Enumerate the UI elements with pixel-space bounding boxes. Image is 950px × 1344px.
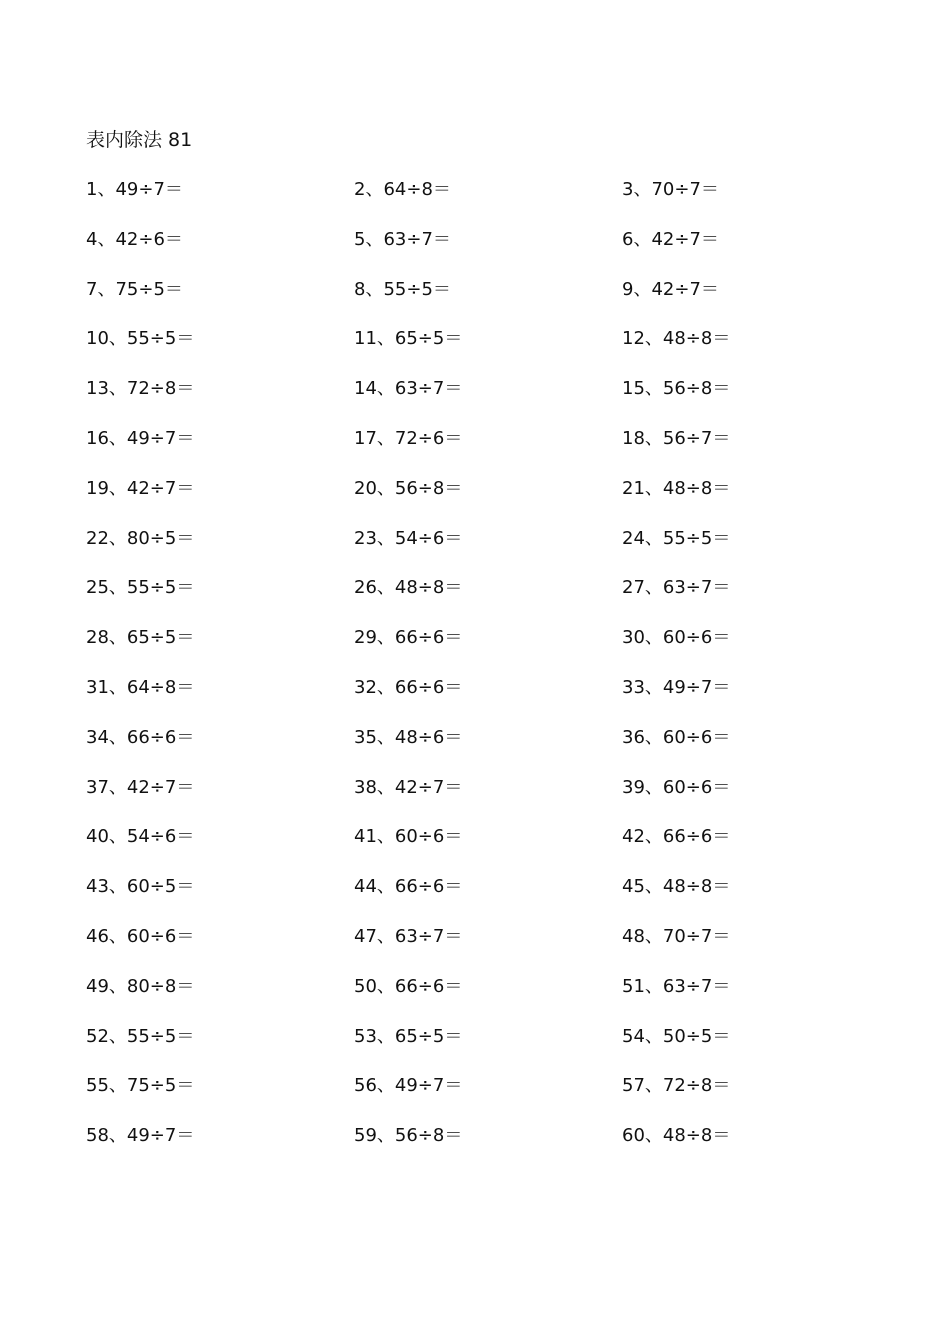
problem-item: 6、42÷7＝ <box>622 228 719 250</box>
problem-item: 7、75÷5＝ <box>86 278 183 300</box>
page-title: 表内除法 81 <box>86 129 193 151</box>
problem-item: 34、66÷6＝ <box>86 726 195 748</box>
problem-item: 19、42÷7＝ <box>86 477 195 499</box>
problem-item: 58、49÷7＝ <box>86 1125 195 1147</box>
problem-item: 33、49÷7＝ <box>622 676 731 698</box>
problem-item: 18、56÷7＝ <box>622 427 731 449</box>
problem-item: 14、63÷7＝ <box>354 378 463 400</box>
problem-item: 3、70÷7＝ <box>622 179 719 200</box>
problem-item: 9、42÷7＝ <box>622 278 719 300</box>
problem-item: 4、42÷6＝ <box>86 228 183 250</box>
problem-item: 59、56÷8＝ <box>354 1125 463 1147</box>
problem-item: 50、66÷6＝ <box>354 975 463 997</box>
problem-item: 27、63÷7＝ <box>622 577 731 599</box>
problem-item: 23、54÷6＝ <box>354 527 463 549</box>
problem-item: 15、56÷8＝ <box>622 378 731 400</box>
problem-item: 45、48÷8＝ <box>622 876 731 898</box>
problem-item: 53、65÷5＝ <box>354 1025 463 1047</box>
problem-item: 54、50÷5＝ <box>622 1025 731 1047</box>
problem-grid <box>86 176 890 1172</box>
problem-item: 51、63÷7＝ <box>622 975 731 997</box>
problem-item: 40、54÷6＝ <box>86 826 195 848</box>
problem-item: 16、49÷7＝ <box>86 427 195 449</box>
problem-item: 17、72÷6＝ <box>354 427 463 449</box>
problem-item: 29、66÷6＝ <box>354 627 463 649</box>
problem-item: 8、55÷5＝ <box>354 278 451 300</box>
problem-item: 30、60÷6＝ <box>622 627 731 649</box>
problem-item: 25、55÷5＝ <box>86 577 195 599</box>
problem-item: 13、72÷8＝ <box>86 378 195 400</box>
problem-item: 2、64÷8＝ <box>354 179 451 200</box>
problem-item: 41、60÷6＝ <box>354 826 463 848</box>
problem-item: 12、48÷8＝ <box>622 328 731 350</box>
problem-item: 56、49÷7＝ <box>354 1075 463 1097</box>
problem-item: 49、80÷8＝ <box>86 975 195 997</box>
problem-item: 48、70÷7＝ <box>622 925 731 947</box>
problem-item: 11、65÷5＝ <box>354 328 463 350</box>
problem-item: 52、55÷5＝ <box>86 1025 195 1047</box>
problem-item: 39、60÷6＝ <box>622 776 731 798</box>
problem-item: 26、48÷8＝ <box>354 577 463 599</box>
problem-item: 57、72÷8＝ <box>622 1075 731 1097</box>
problem-item: 24、55÷5＝ <box>622 527 731 549</box>
problem-item: 36、60÷6＝ <box>622 726 731 748</box>
problem-item: 42、66÷6＝ <box>622 826 731 848</box>
problem-item: 21、48÷8＝ <box>622 477 731 499</box>
problem-item: 60、48÷8＝ <box>622 1125 731 1147</box>
problem-item: 43、60÷5＝ <box>86 876 195 898</box>
problem-item: 28、65÷5＝ <box>86 627 195 649</box>
problem-item: 44、66÷6＝ <box>354 876 463 898</box>
problem-item: 37、42÷7＝ <box>86 776 195 798</box>
problem-item: 31、64÷8＝ <box>86 676 195 698</box>
problem-item: 38、42÷7＝ <box>354 776 463 798</box>
problem-item: 22、80÷5＝ <box>86 527 195 549</box>
problem-item: 10、55÷5＝ <box>86 328 195 350</box>
problem-item: 1、49÷7＝ <box>86 179 183 200</box>
problem-item: 5、63÷7＝ <box>354 228 451 250</box>
problem-item: 35、48÷6＝ <box>354 726 463 748</box>
problem-item: 46、60÷6＝ <box>86 925 195 947</box>
problem-item: 20、56÷8＝ <box>354 477 463 499</box>
problem-item: 32、66÷6＝ <box>354 676 463 698</box>
problem-item: 47、63÷7＝ <box>354 925 463 947</box>
problem-item: 55、75÷5＝ <box>86 1075 195 1097</box>
